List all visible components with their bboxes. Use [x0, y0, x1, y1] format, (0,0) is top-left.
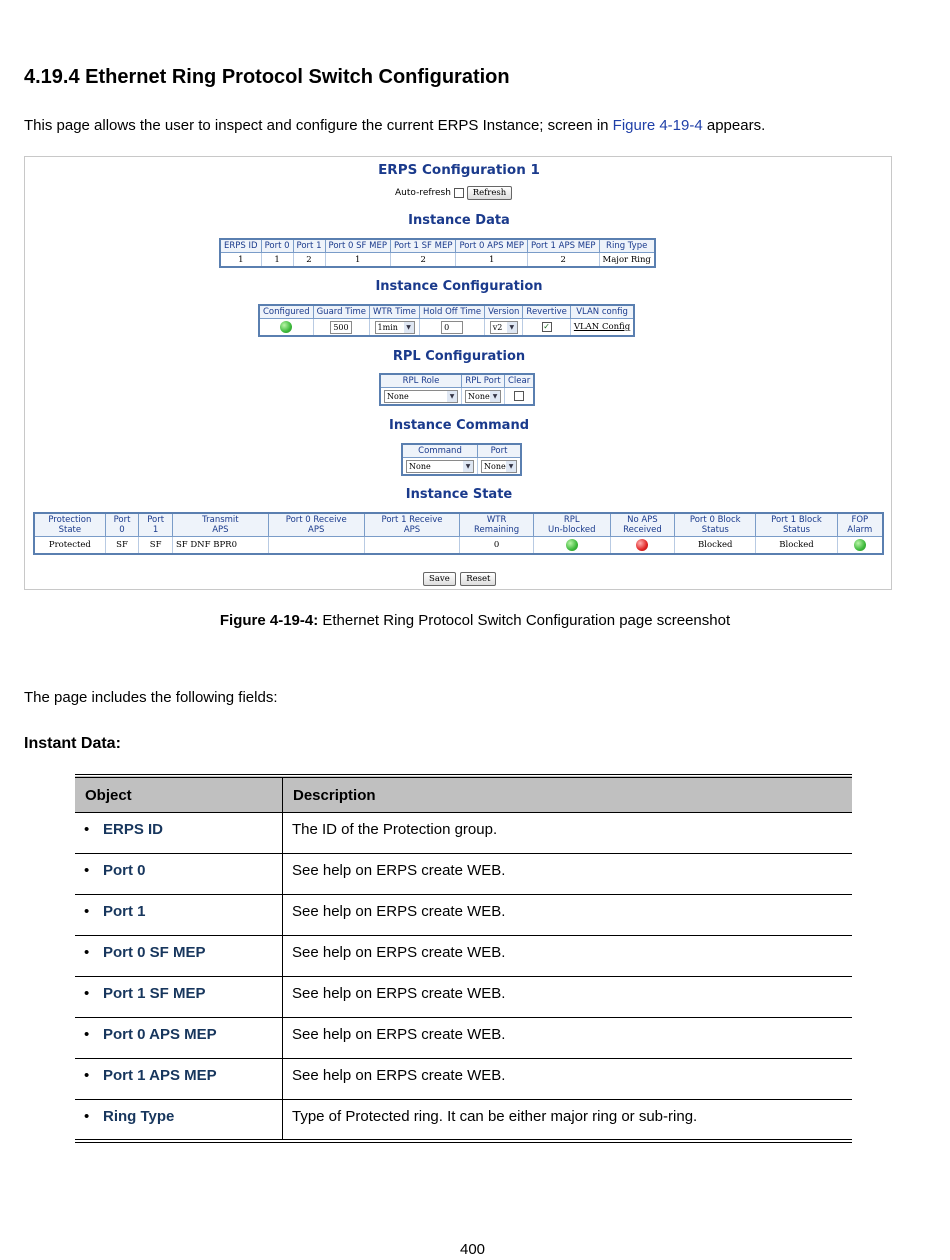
- bullet-icon: •: [84, 862, 90, 879]
- command-port-value: None: [484, 461, 506, 471]
- header-line: Un-blocked: [548, 525, 596, 535]
- form-buttons: [423, 568, 496, 586]
- table-row: [75, 813, 852, 854]
- bullet-icon: •: [84, 985, 90, 1002]
- object-cell: [75, 895, 283, 936]
- clear-checkbox[interactable]: [514, 391, 524, 401]
- wtr-time-value: 1min: [377, 322, 398, 332]
- instance-data-col-header: Port 1 APS MEP: [528, 239, 600, 253]
- table-row: [75, 977, 852, 1018]
- rpl-role-select[interactable]: [384, 390, 458, 403]
- bullet-icon: •: [84, 903, 90, 920]
- header-line: Port 0 Block: [689, 515, 741, 525]
- instance-command-col-header: Port: [478, 444, 522, 458]
- object-name: Port 0: [103, 862, 146, 879]
- instance-data-col-header: Port 1: [293, 239, 325, 253]
- wtr-time-select[interactable]: [375, 321, 415, 334]
- instance-data-col-header: ERPS ID: [220, 239, 261, 253]
- object-cell: [75, 977, 283, 1018]
- reset-button[interactable]: Reset: [460, 572, 496, 586]
- header-line: APS: [308, 525, 325, 535]
- guard-time-input[interactable]: 500: [330, 321, 352, 334]
- header-line: Port 1 Block: [771, 515, 822, 525]
- chevron-down-icon: ▼: [490, 391, 500, 402]
- object-name: Port 0 APS MEP: [103, 1026, 217, 1043]
- instance-config-title: Instance Configuration: [375, 279, 543, 294]
- version-value: v2: [492, 322, 503, 332]
- instance-data-cell: 2: [293, 253, 325, 268]
- save-button[interactable]: Save: [423, 572, 456, 586]
- instance-config-table: [258, 304, 635, 337]
- table-row: [75, 854, 852, 895]
- bullet-icon: •: [84, 1026, 90, 1043]
- erps-config-title: ERPS Configuration 1: [378, 162, 540, 178]
- chevron-down-icon: ▼: [506, 461, 516, 472]
- object-cell: [75, 1018, 283, 1059]
- instance-data-cell: 1: [261, 253, 293, 268]
- description-cell: See help on ERPS create WEB.: [283, 977, 853, 1018]
- no-aps-received-alarm-icon: [636, 539, 648, 551]
- header-line: Status: [701, 525, 729, 535]
- chevron-down-icon: ▼: [463, 461, 473, 472]
- object-cell: [75, 854, 283, 895]
- auto-refresh-label: Auto-refresh: [395, 188, 451, 198]
- instance-data-cell: 2: [528, 253, 600, 268]
- description-cell: The ID of the Protection group.: [283, 813, 853, 854]
- section-heading: 4.19.4 Ethernet Ring Protocol Switch Configuration: [24, 66, 510, 88]
- header-line: FOP: [851, 515, 869, 525]
- instance-command-title: Instance Command: [388, 418, 530, 433]
- object-column-header: Object: [75, 776, 283, 813]
- table-row: [75, 895, 852, 936]
- instance-state-col-header: [533, 513, 610, 537]
- header-line: Transmit: [202, 515, 239, 525]
- port1-block-status-cell: Blocked: [756, 537, 837, 555]
- header-line: Alarm: [847, 525, 873, 535]
- port0-receive-aps-cell: [268, 537, 364, 555]
- header-line: Port 0 Receive: [285, 515, 347, 525]
- instance-config-col-header: VLAN config: [570, 305, 634, 319]
- fop-alarm-status-icon: [854, 539, 866, 551]
- instance-config-col-header: Configured: [259, 305, 313, 319]
- fields-table: [75, 774, 852, 1143]
- instance-config-col-header: Version: [485, 305, 523, 319]
- object-name: Port 0 SF MEP: [103, 944, 206, 961]
- instance-state-col-header: [364, 513, 460, 537]
- object-name: ERPS ID: [103, 821, 164, 838]
- auto-refresh-row: [395, 186, 512, 200]
- bullet-icon: •: [84, 1108, 90, 1125]
- object-name: Port 1 APS MEP: [103, 1067, 217, 1084]
- header-line: RPL: [563, 515, 580, 525]
- command-value: None: [409, 461, 431, 471]
- figure-screenshot: [24, 156, 892, 590]
- instance-state-col-header: [675, 513, 756, 537]
- header-line: State: [58, 525, 82, 535]
- instance-state-title: Instance State: [405, 487, 513, 502]
- chevron-down-icon: ▼: [447, 391, 457, 402]
- vlan-config-link[interactable]: VLAN Config: [573, 322, 631, 332]
- port0-state-cell: SF: [105, 537, 139, 555]
- instance-state-col-header: [610, 513, 674, 537]
- instance-data-col-header: Port 0 APS MEP: [456, 239, 528, 253]
- instance-data-col-header: Port 0: [261, 239, 293, 253]
- header-line: Status: [782, 525, 811, 535]
- instance-state-col-header: [172, 513, 268, 537]
- hold-off-time-input[interactable]: 0: [441, 321, 463, 334]
- header-line: Protection: [48, 515, 92, 525]
- instance-state-col-header: [105, 513, 139, 537]
- port0-block-status-cell: Blocked: [675, 537, 756, 555]
- table-row: [75, 1059, 852, 1100]
- instance-state-col-header: [139, 513, 173, 537]
- command-select[interactable]: [406, 460, 474, 473]
- rpl-unblocked-status-icon: [566, 539, 578, 551]
- header-line: 1: [152, 525, 159, 535]
- rpl-config-col-header: Clear: [505, 374, 535, 388]
- version-select[interactable]: [490, 321, 518, 334]
- auto-refresh-checkbox[interactable]: [454, 188, 464, 198]
- configured-status-icon: [280, 321, 292, 333]
- header-line: Port: [147, 515, 165, 525]
- bullet-icon: •: [84, 821, 90, 838]
- object-cell: [75, 813, 283, 854]
- instance-config-col-header: WTR Time: [370, 305, 420, 319]
- description-cell: See help on ERPS create WEB.: [283, 1059, 853, 1100]
- instance-data-table: [219, 238, 656, 268]
- caption-text: Ethernet Ring Protocol Switch Configuration page screenshot: [318, 612, 731, 629]
- figure-caption: [0, 612, 950, 629]
- object-name: Ring Type: [103, 1108, 175, 1125]
- object-name: Port 1: [103, 903, 146, 920]
- chevron-down-icon: ▼: [404, 322, 414, 333]
- instance-data-cell: 1: [325, 253, 390, 268]
- table-row: [75, 1018, 852, 1059]
- port1-receive-aps-cell: [364, 537, 460, 555]
- table-row: [75, 1100, 852, 1141]
- description-cell: See help on ERPS create WEB.: [283, 895, 853, 936]
- figure-link[interactable]: Figure 4-19-4: [612, 117, 703, 134]
- instance-config-col-header: Revertive: [523, 305, 570, 319]
- rpl-port-value: None: [468, 391, 490, 401]
- description-cell: Type of Protected ring. It can be either major ring or sub-ring.: [292, 1108, 698, 1125]
- instance-command-col-header: Command: [402, 444, 478, 458]
- intro-text: This page allows the user to inspect and configure the current ERPS Instance; screen in: [24, 117, 613, 134]
- object-cell: [75, 936, 283, 977]
- caption-label: Figure 4-19-4:: [219, 612, 319, 629]
- rpl-config-title: RPL Configuration: [392, 349, 526, 364]
- refresh-button[interactable]: Refresh: [467, 186, 513, 200]
- header-line: WTR: [486, 515, 507, 525]
- description-column-header: Description: [283, 776, 853, 813]
- header-line: Port: [113, 515, 131, 525]
- rpl-config-table: [379, 373, 535, 406]
- header-line: APS: [212, 525, 229, 535]
- instance-data-cell: Major Ring: [599, 253, 655, 268]
- instance-data-cell: 1: [220, 253, 261, 268]
- intro-paragraph: [24, 117, 765, 134]
- instance-data-title: Instance Data: [408, 213, 510, 228]
- instance-data-col-header: Port 1 SF MEP: [390, 239, 455, 253]
- instance-state-col-header: [460, 513, 533, 537]
- description-cell: See help on ERPS create WEB.: [283, 936, 853, 977]
- table-row: [75, 936, 852, 977]
- description-cell: See help on ERPS create WEB.: [283, 854, 853, 895]
- header-line: Remaining: [474, 525, 520, 535]
- object-cell: [75, 1059, 283, 1100]
- port1-state-cell: SF: [139, 537, 173, 555]
- header-line: 0: [119, 525, 125, 535]
- chevron-down-icon: ▼: [507, 322, 517, 333]
- rpl-role-value: None: [387, 391, 409, 401]
- instance-config-col-header: Guard Time: [313, 305, 369, 319]
- instance-state-col-header: [34, 513, 105, 537]
- header-line: Port 1 Receive: [381, 515, 443, 525]
- revertive-checkbox[interactable]: ✓: [543, 321, 550, 331]
- instance-data-cell: 2: [390, 253, 455, 268]
- rpl-config-col-header: RPL Role: [380, 374, 462, 388]
- header-line: APS: [403, 525, 421, 535]
- page-number: 400: [459, 1241, 486, 1258]
- instance-data-col-header: Port 0 SF MEP: [325, 239, 390, 253]
- instance-state-table: [33, 512, 884, 555]
- instance-state-col-header: [756, 513, 837, 537]
- rpl-config-col-header: RPL Port: [462, 374, 505, 388]
- description-cell: See help on ERPS create WEB.: [283, 1018, 853, 1059]
- object-name: Port 1 SF MEP: [103, 985, 206, 1002]
- header-line: Received: [623, 525, 662, 535]
- instance-data-col-header: Ring Type: [599, 239, 655, 253]
- instance-config-col-header: Hold Off Time: [420, 305, 485, 319]
- header-line: No APS: [627, 515, 658, 525]
- command-port-select[interactable]: [481, 460, 517, 473]
- object-cell: [75, 1100, 283, 1141]
- instance-state-col-header: [268, 513, 364, 537]
- intro-text-end: appears.: [702, 117, 766, 134]
- bullet-icon: •: [84, 1067, 90, 1084]
- bullet-icon: •: [84, 944, 90, 961]
- protection-state-cell: Protected: [34, 537, 105, 555]
- instance-state-col-header: [837, 513, 883, 537]
- rpl-port-select[interactable]: [465, 390, 501, 403]
- instance-data-cell: 1: [456, 253, 528, 268]
- transmit-aps-cell: SF DNF BPR0: [172, 537, 268, 555]
- wtr-remaining-cell: 0: [460, 537, 533, 555]
- fields-intro: The page includes the following fields:: [24, 689, 278, 706]
- instance-command-table: [401, 443, 522, 476]
- subsection-heading: Instant Data:: [24, 735, 121, 752]
